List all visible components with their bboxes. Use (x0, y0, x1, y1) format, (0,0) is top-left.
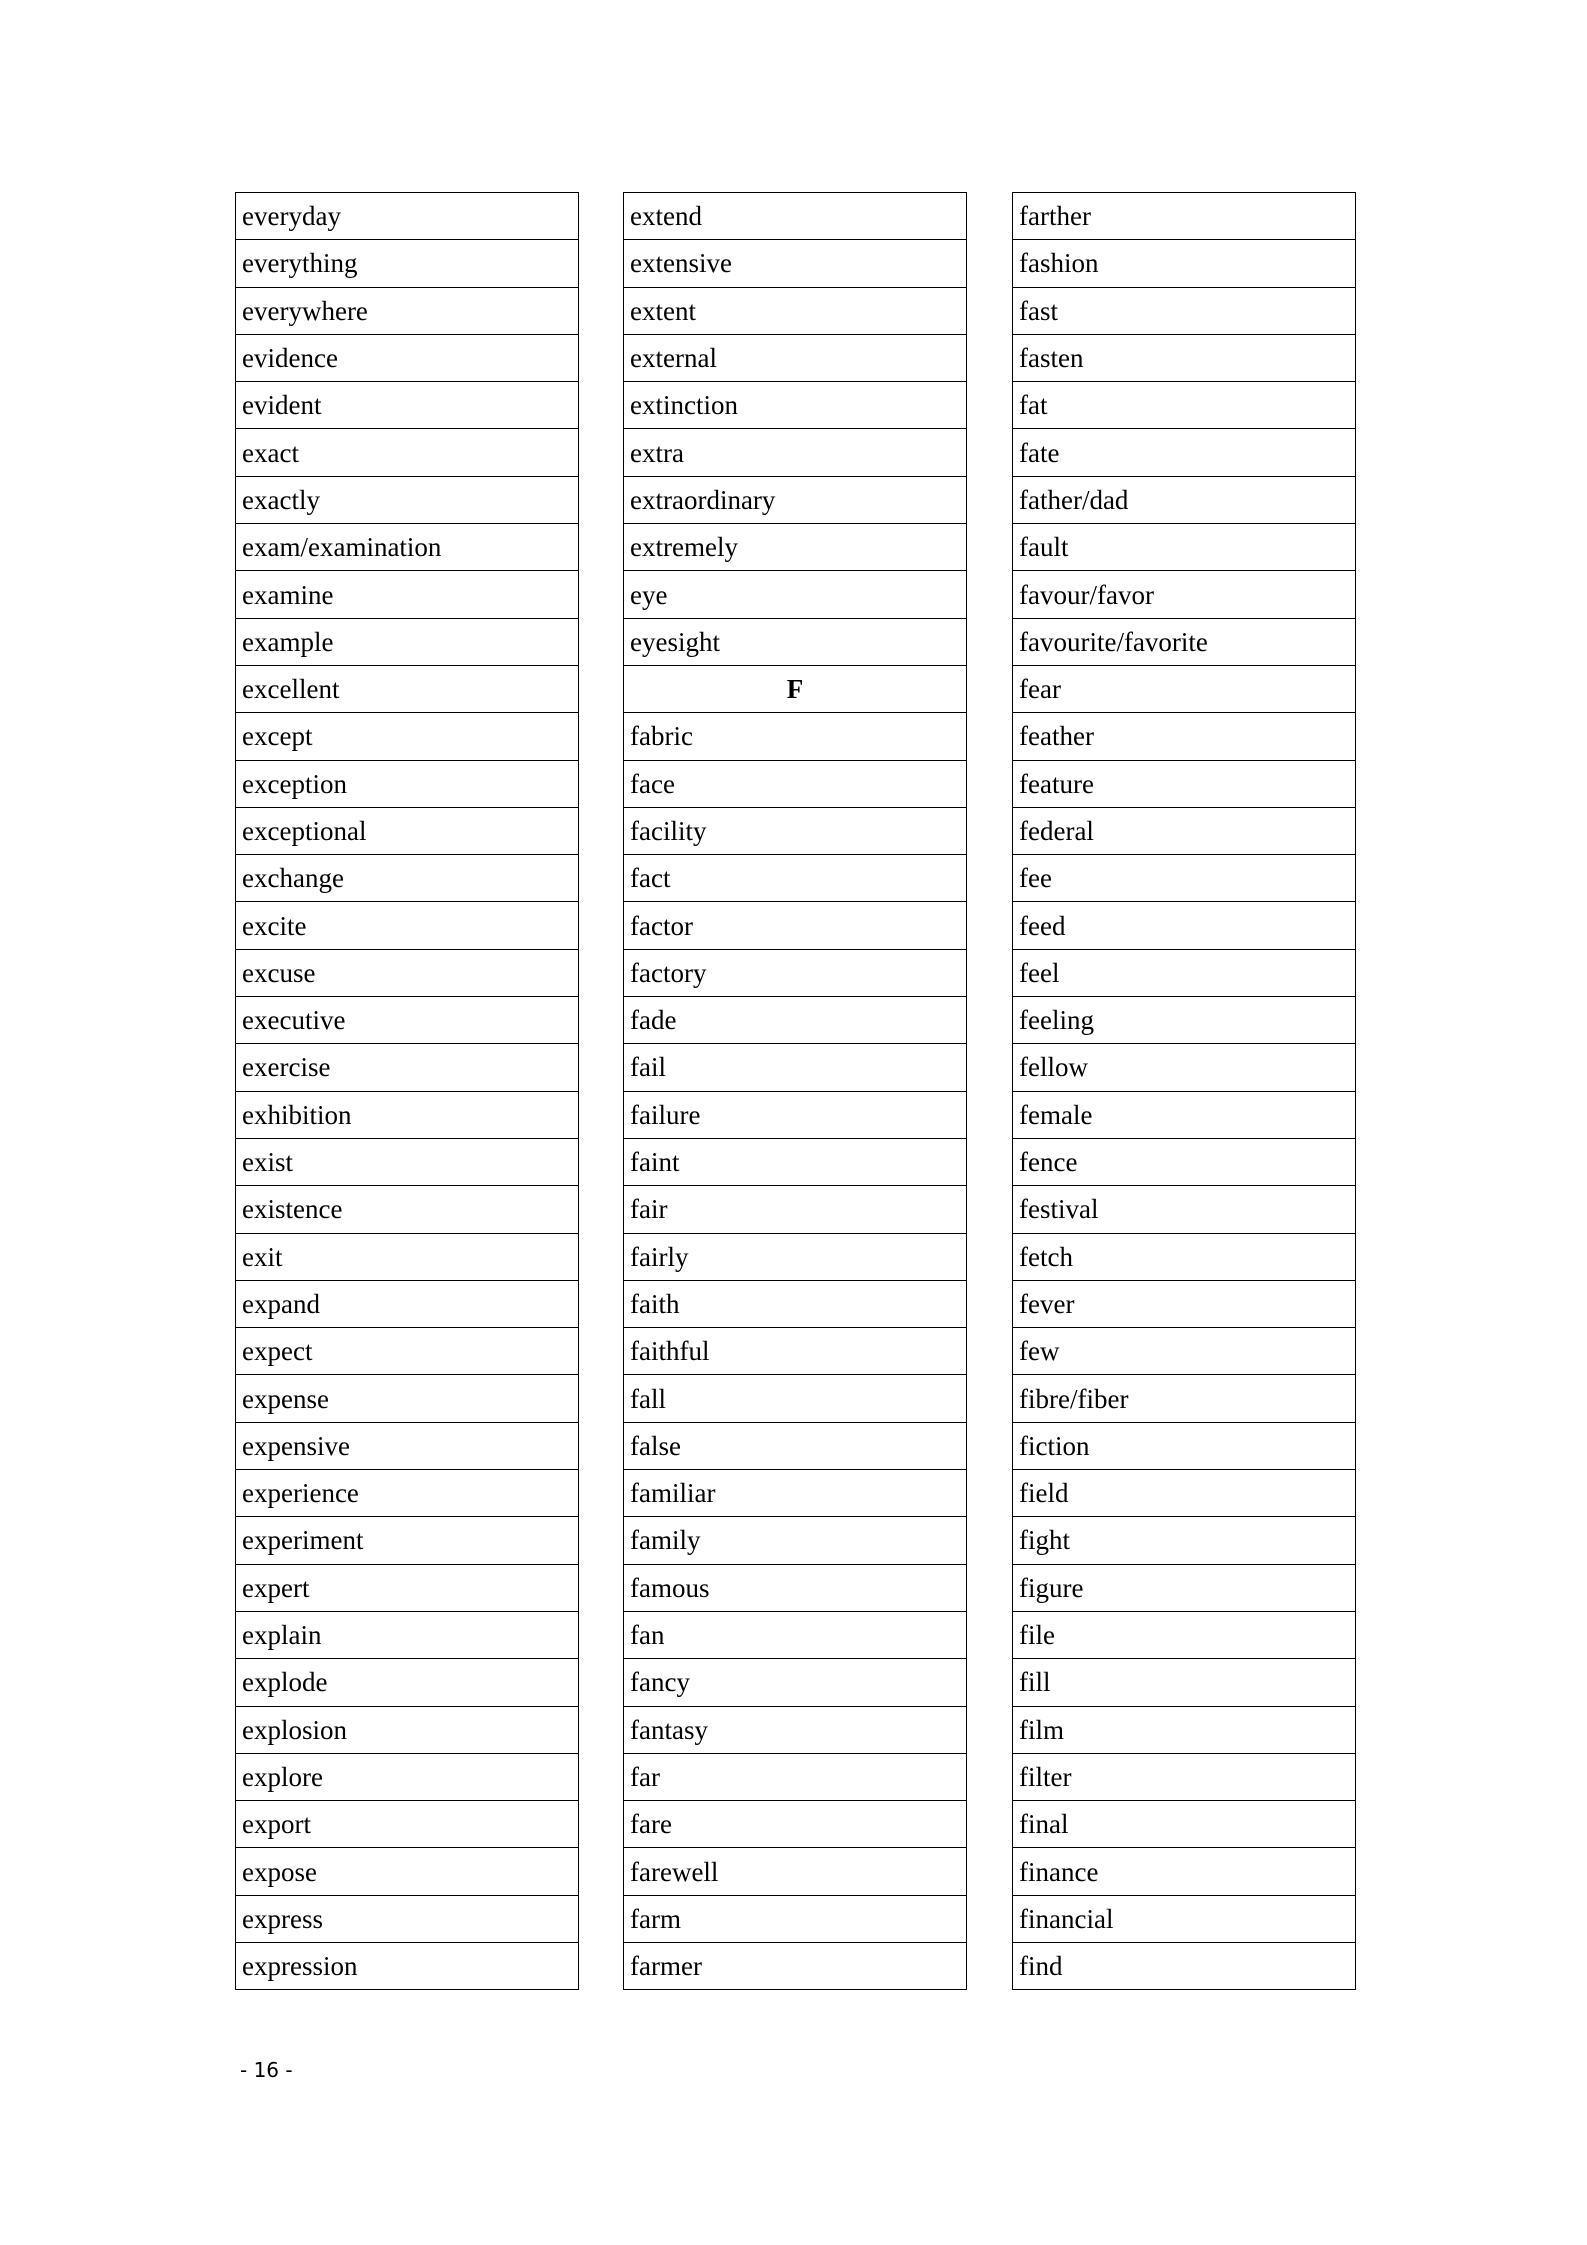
table-row (624, 1138, 967, 1185)
table-row (624, 713, 967, 760)
table-row (1013, 855, 1356, 902)
word-cell: feed (1013, 902, 1356, 949)
table-row (624, 1044, 967, 1091)
table-row (624, 1422, 967, 1469)
word-cell: expression (236, 1942, 579, 1989)
table-row (624, 1895, 967, 1942)
table-row (1013, 807, 1356, 854)
word-cell: farewell (624, 1848, 967, 1895)
table-row (236, 287, 579, 334)
word-cell: far (624, 1753, 967, 1800)
table-row (1013, 1044, 1356, 1091)
word-cell: expose (236, 1848, 579, 1895)
word-cell: fan (624, 1611, 967, 1658)
word-cell: everything (236, 240, 579, 287)
table-row (624, 524, 967, 571)
word-cell: excite (236, 902, 579, 949)
word-column-3 (1012, 192, 1356, 1990)
word-cell: exchange (236, 855, 579, 902)
table-row (624, 1564, 967, 1611)
table-row (1013, 476, 1356, 523)
word-cell: false (624, 1422, 967, 1469)
table-row (1013, 1659, 1356, 1706)
word-cell: exactly (236, 476, 579, 523)
word-cell: farm (624, 1895, 967, 1942)
table-row (1013, 1564, 1356, 1611)
table-row (236, 1564, 579, 1611)
word-cell: experiment (236, 1517, 579, 1564)
word-cell: explore (236, 1753, 579, 1800)
table-row (1013, 382, 1356, 429)
table-row (1013, 334, 1356, 381)
table-row (1013, 997, 1356, 1044)
table-row (236, 997, 579, 1044)
word-cell: evidence (236, 334, 579, 381)
table-row (1013, 571, 1356, 618)
table-row (236, 429, 579, 476)
table-row (236, 1801, 579, 1848)
word-column-2 (623, 192, 967, 1990)
table-row (236, 1753, 579, 1800)
word-cell: fasten (1013, 334, 1356, 381)
table-row (1013, 1091, 1356, 1138)
table-row (236, 665, 579, 712)
word-cell: favourite/favorite (1013, 618, 1356, 665)
word-cell: evident (236, 382, 579, 429)
word-cell: eyesight (624, 618, 967, 665)
word-cell: fail (624, 1044, 967, 1091)
table-row (236, 1611, 579, 1658)
word-cell: famous (624, 1564, 967, 1611)
word-cell: everywhere (236, 287, 579, 334)
table-row (1013, 1138, 1356, 1185)
table-row (236, 1470, 579, 1517)
word-cell: fashion (1013, 240, 1356, 287)
table-row (236, 1706, 579, 1753)
word-cell: find (1013, 1942, 1356, 1989)
page-number: - 16 - (240, 2058, 293, 2082)
word-cell: express (236, 1895, 579, 1942)
table-row (1013, 429, 1356, 476)
word-cell: favour/favor (1013, 571, 1356, 618)
table-row (624, 1091, 967, 1138)
word-cell: fellow (1013, 1044, 1356, 1091)
word-cell: expand (236, 1280, 579, 1327)
table-row (236, 1186, 579, 1233)
table-row (236, 1280, 579, 1327)
word-cell: expense (236, 1375, 579, 1422)
word-cell: factory (624, 949, 967, 996)
word-cell: farther (1013, 193, 1356, 240)
table-row (1013, 1706, 1356, 1753)
table-row (624, 1611, 967, 1658)
table-row (624, 902, 967, 949)
word-cell: failure (624, 1091, 967, 1138)
table-row (236, 476, 579, 523)
word-cell: everyday (236, 193, 579, 240)
word-cell: fault (1013, 524, 1356, 571)
word-cell: explode (236, 1659, 579, 1706)
table-row (624, 1375, 967, 1422)
table-row (236, 1044, 579, 1091)
table-row (236, 382, 579, 429)
table-row (236, 1659, 579, 1706)
table-row (624, 334, 967, 381)
word-cell: extensive (624, 240, 967, 287)
word-cell: facility (624, 807, 967, 854)
word-cell: female (1013, 1091, 1356, 1138)
table-row (1013, 1375, 1356, 1422)
table-row (624, 1706, 967, 1753)
table-row (624, 287, 967, 334)
word-cell: finance (1013, 1848, 1356, 1895)
table-row (1013, 760, 1356, 807)
table-row (1013, 618, 1356, 665)
word-cell: eye (624, 571, 967, 618)
word-cell: faith (624, 1280, 967, 1327)
word-cell: feeling (1013, 997, 1356, 1044)
word-cell: festival (1013, 1186, 1356, 1233)
word-cell: expensive (236, 1422, 579, 1469)
word-cell: extremely (624, 524, 967, 571)
word-cell: export (236, 1801, 579, 1848)
table-row (236, 1848, 579, 1895)
table-row (1013, 287, 1356, 334)
word-cell: existence (236, 1186, 579, 1233)
word-cell: except (236, 713, 579, 760)
word-cell: fetch (1013, 1233, 1356, 1280)
word-cell: fancy (624, 1659, 967, 1706)
word-cell: factor (624, 902, 967, 949)
word-cell: fat (1013, 382, 1356, 429)
word-cell: fever (1013, 1280, 1356, 1327)
word-cell: extinction (624, 382, 967, 429)
table-row (1013, 902, 1356, 949)
table-row (624, 571, 967, 618)
table-row (624, 476, 967, 523)
table-row (236, 1328, 579, 1375)
word-cell: exist (236, 1138, 579, 1185)
word-cell: farmer (624, 1942, 967, 1989)
word-cell: film (1013, 1706, 1356, 1753)
word-cell: examine (236, 571, 579, 618)
table-row (624, 1186, 967, 1233)
table-row (1013, 1753, 1356, 1800)
table-row (624, 1753, 967, 1800)
word-cell: father/dad (1013, 476, 1356, 523)
word-cell: external (624, 334, 967, 381)
word-cell: field (1013, 1470, 1356, 1517)
table-row (236, 571, 579, 618)
word-cell: executive (236, 997, 579, 1044)
word-cell: fee (1013, 855, 1356, 902)
word-cell: extent (624, 287, 967, 334)
table-row (1013, 1422, 1356, 1469)
table-row (1013, 1848, 1356, 1895)
word-cell: exact (236, 429, 579, 476)
table-row (236, 949, 579, 996)
table-row (624, 1328, 967, 1375)
word-cell: extend (624, 193, 967, 240)
word-cell: faithful (624, 1328, 967, 1375)
word-cell: excuse (236, 949, 579, 996)
table-row (236, 1422, 579, 1469)
table-row (624, 760, 967, 807)
word-cell: exam/examination (236, 524, 579, 571)
table-row (1013, 713, 1356, 760)
table-row (1013, 1470, 1356, 1517)
table-row (624, 997, 967, 1044)
table-row (236, 1091, 579, 1138)
word-cell: exceptional (236, 807, 579, 854)
table-row (236, 334, 579, 381)
table-row (1013, 1328, 1356, 1375)
word-cell: fate (1013, 429, 1356, 476)
table-row (1013, 1280, 1356, 1327)
table-row (624, 1280, 967, 1327)
word-cell: fabric (624, 713, 967, 760)
table-row (624, 1801, 967, 1848)
word-cell: extra (624, 429, 967, 476)
word-cell: exception (236, 760, 579, 807)
table-row (236, 1895, 579, 1942)
word-cell: explain (236, 1611, 579, 1658)
word-cell: financial (1013, 1895, 1356, 1942)
table-row (236, 524, 579, 571)
word-cell: explosion (236, 1706, 579, 1753)
word-cell: fantasy (624, 1706, 967, 1753)
word-cell: fear (1013, 665, 1356, 712)
table-row (1013, 1517, 1356, 1564)
table-row (624, 855, 967, 902)
word-cell: fiction (1013, 1422, 1356, 1469)
table-row (624, 807, 967, 854)
table-row (624, 1233, 967, 1280)
word-cell: fall (624, 1375, 967, 1422)
table-row (1013, 193, 1356, 240)
word-cell: family (624, 1517, 967, 1564)
word-cell: figure (1013, 1564, 1356, 1611)
word-cell: exercise (236, 1044, 579, 1091)
word-cell: fibre/fiber (1013, 1375, 1356, 1422)
table-row (236, 855, 579, 902)
word-cell: fare (624, 1801, 967, 1848)
table-row (1013, 1611, 1356, 1658)
table-row (1013, 240, 1356, 287)
word-cell: feature (1013, 760, 1356, 807)
word-column-1 (235, 192, 579, 1990)
table-row (624, 1942, 967, 1989)
section-letter-heading: F (624, 665, 967, 712)
word-cell: fight (1013, 1517, 1356, 1564)
word-cell: exit (236, 1233, 579, 1280)
table-row (624, 1659, 967, 1706)
table-row (236, 1942, 579, 1989)
table-row (236, 618, 579, 665)
word-cell: fact (624, 855, 967, 902)
table-row (624, 429, 967, 476)
table-row (236, 1233, 579, 1280)
table-row (236, 807, 579, 854)
word-cell: fast (1013, 287, 1356, 334)
table-row (236, 902, 579, 949)
word-cell: familiar (624, 1470, 967, 1517)
word-cell: fill (1013, 1659, 1356, 1706)
table-row (236, 1517, 579, 1564)
word-cell: federal (1013, 807, 1356, 854)
word-cell: experience (236, 1470, 579, 1517)
word-cell: exhibition (236, 1091, 579, 1138)
word-cell: expert (236, 1564, 579, 1611)
table-row (1013, 1801, 1356, 1848)
table-row (1013, 665, 1356, 712)
word-cell: faint (624, 1138, 967, 1185)
word-cell: feather (1013, 713, 1356, 760)
table-row (236, 713, 579, 760)
word-cell: extraordinary (624, 476, 967, 523)
word-cell: feel (1013, 949, 1356, 996)
word-cell: filter (1013, 1753, 1356, 1800)
word-cell: final (1013, 1801, 1356, 1848)
table-row (1013, 524, 1356, 571)
table-row (236, 240, 579, 287)
table-row (624, 1470, 967, 1517)
word-cell: fair (624, 1186, 967, 1233)
table-row (1013, 1942, 1356, 1989)
table-row (624, 193, 967, 240)
table-row (624, 1517, 967, 1564)
word-cell: excellent (236, 665, 579, 712)
table-row (1013, 1233, 1356, 1280)
table-row (1013, 1186, 1356, 1233)
table-row (236, 193, 579, 240)
table-row (236, 760, 579, 807)
table-row (624, 382, 967, 429)
word-cell: few (1013, 1328, 1356, 1375)
table-row (624, 618, 967, 665)
word-cell: fade (624, 997, 967, 1044)
word-cell: expect (236, 1328, 579, 1375)
table-row (624, 665, 967, 712)
word-cell: fairly (624, 1233, 967, 1280)
word-cell: fence (1013, 1138, 1356, 1185)
table-row (236, 1375, 579, 1422)
table-row (624, 1848, 967, 1895)
table-row (624, 240, 967, 287)
word-cell: example (236, 618, 579, 665)
word-cell: file (1013, 1611, 1356, 1658)
table-row (624, 949, 967, 996)
table-row (1013, 1895, 1356, 1942)
table-row (1013, 949, 1356, 996)
table-row (236, 1138, 579, 1185)
word-cell: face (624, 760, 967, 807)
